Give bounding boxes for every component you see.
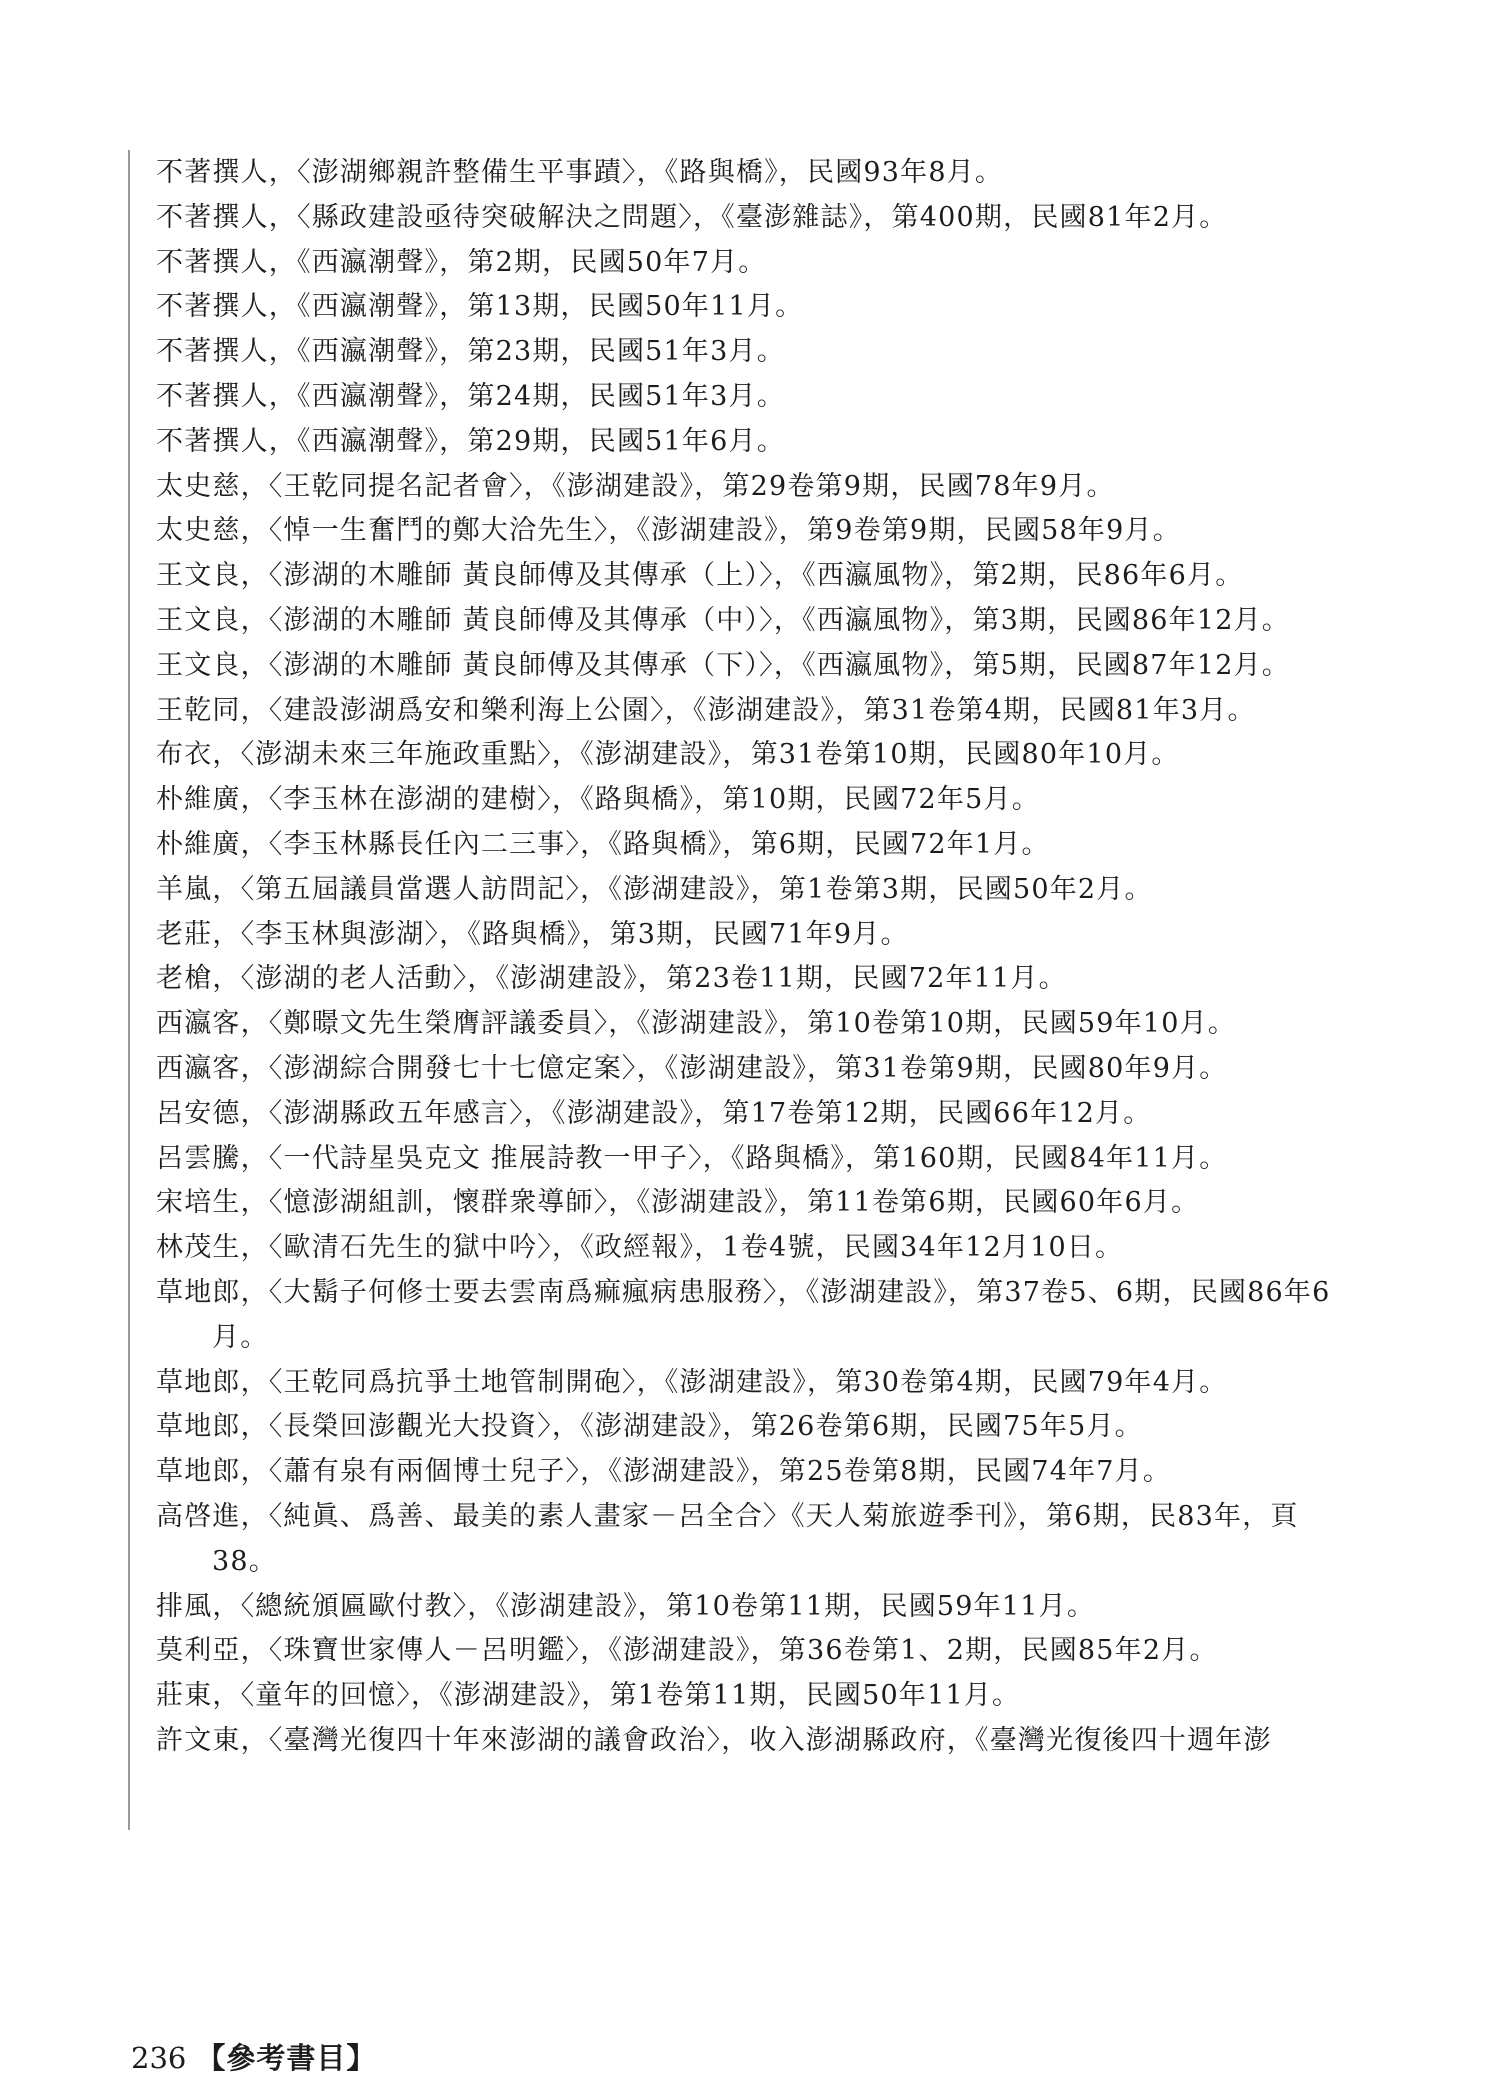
bibliography-entry: 王文良，〈澎湖的木雕師 黃良師傅及其傳承（下）〉，《西瀛風物》，第5期，民國87年12月。 (156, 649, 1290, 681)
page-number: 236 (131, 2041, 187, 2075)
bibliography-entry: 太史慈，〈王乾同提名記者會〉，《澎湖建設》，第29卷第9期，民國78年9月。 (156, 470, 1115, 502)
bibliography-entry: 不著撰人，《西瀛潮聲》，第2期，民國50年7月。 (156, 246, 767, 278)
bibliography-entry: 高啓進，〈純眞、爲善、最美的素人畫家－呂全合〉《天人菊旅遊季刊》，第6期，民83年，頁38。 (156, 1500, 1299, 1577)
bibliography-entry: 草地郎，〈蕭有泉有兩個博士兒子〉，《澎湖建設》，第25卷第8期，民國74年7月。 (156, 1456, 1172, 1488)
bibliography-entry: 草地郎，〈大鬍子何修士要去雲南爲痲瘋病患服務〉，《澎湖建設》，第37卷5、6期，民國86年6月。 (156, 1276, 1331, 1353)
bibliography-entry: 不著撰人，〈澎湖鄉親許整備生平事蹟〉，《路與橋》，民國93年8月。 (156, 157, 1004, 188)
bibliography-entry: 不著撰人，《西瀛潮聲》，第29期，民國51年6月。 (156, 425, 785, 457)
bibliography-entry: 莫利亞，〈珠寶世家傳人－呂明鑑〉，《澎湖建設》，第36卷第1、2期，民國85年2月。 (156, 1635, 1218, 1667)
bibliography-entry: 不著撰人，《西瀛潮聲》，第23期，民國51年3月。 (156, 336, 785, 368)
bibliography-entry: 不著撰人，《西瀛潮聲》，第24期，民國51年3月。 (156, 380, 785, 412)
bibliography-list (156, 151, 1356, 1764)
page-footer (131, 2040, 376, 2076)
bibliography-entry: 莊東，〈童年的回憶〉，《澎湖建設》，第1卷第11期，民國50年11月。 (156, 1680, 1021, 1712)
bibliography-entry: 布衣，〈澎湖未來三年施政重點〉，《澎湖建設》，第31卷第10期，民國80年10月。 (156, 739, 1180, 771)
bibliography-entry: 朴維廣，〈李玉林在澎湖的建樹〉，《路與橋》，第10期，民國72年5月。 (156, 784, 1040, 816)
bibliography-entry: 王乾同，〈建設澎湖爲安和樂利海上公園〉，《澎湖建設》，第31卷第4期，民國81年3月。 (156, 694, 1256, 726)
section-label: 【參考書目】 (196, 2041, 377, 2075)
bibliography-entry: 草地郎，〈王乾同爲抗爭土地管制開砲〉，《澎湖建設》，第30卷第4期，民國79年4月。 (156, 1366, 1228, 1398)
bibliography-entry: 宋培生，〈憶澎湖組訓，懷群衆導師〉，《澎湖建設》，第11卷第6期，民國60年6月。 (156, 1187, 1200, 1219)
bibliography-entry: 呂雲騰，〈一代詩星吳克文 推展詩教一甲子〉，《路與橋》，第160期，民國84年11月。 (156, 1142, 1228, 1174)
bibliography-entry: 西瀛客，〈澎湖綜合開發七十七億定案〉，《澎湖建設》，第31卷第9期，民國80年9月。 (156, 1052, 1228, 1084)
bibliography-entry: 朴維廣，〈李玉林縣長任內二三事〉，《路與橋》，第6期，民國72年1月。 (156, 828, 1050, 860)
bibliography-entry: 羊嵐，〈第五屆議員當選人訪問記〉，《澎湖建設》，第1卷第3期，民國50年2月。 (156, 873, 1153, 905)
bibliography-entry: 不著撰人，《西瀛潮聲》，第13期，民國50年11月。 (156, 291, 804, 323)
bibliography-entry: 排風，〈總統頒匾歐付教〉，《澎湖建設》，第10卷第11期，民國59年11月。 (156, 1590, 1096, 1622)
bibliography-entry: 老槍，〈澎湖的老人活動〉，《澎湖建設》，第23卷11期，民國72年11月。 (156, 963, 1067, 995)
bibliography-entry: 西瀛客，〈鄭暻文先生榮膺評議委員〉，《澎湖建設》，第10卷第10期，民國59年10月。 (156, 1008, 1237, 1040)
bibliography-entry: 草地郎，〈長榮回澎觀光大投資〉，《澎湖建設》，第26卷第6期，民國75年5月。 (156, 1411, 1143, 1443)
bibliography-entry: 呂安德，〈澎湖縣政五年感言〉，《澎湖建設》，第17卷第12期，民國66年12月。 (156, 1097, 1152, 1129)
bibliography-entry: 王文良，〈澎湖的木雕師 黃良師傅及其傳承（中）〉，《西瀛風物》，第3期，民國86年12月。 (156, 604, 1290, 636)
bibliography-entry: 林茂生，〈歐清石先生的獄中吟〉，《政經報》，1卷4號，民國34年12月10日。 (156, 1232, 1124, 1264)
bibliography-entry: 太史慈，〈悼一生奮鬥的鄭大洽先生〉，《澎湖建設》，第9卷第9期，民國58年9月。 (156, 515, 1181, 547)
bibliography-entry: 許文東，〈臺灣光復四十年來澎湖的議會政治〉，收入澎湖縣政府，《臺灣光復後四十週年澎 (156, 1724, 1272, 1756)
bibliography-entry: 不著撰人，〈縣政建設亟待突破解決之問題〉，《臺澎雜誌》，第400期，民國81年2月。 (156, 201, 1228, 233)
bibliography-entry: 老莊，〈李玉林與澎湖〉，《路與橋》，第3期，民國71年9月。 (156, 918, 909, 950)
bibliography-entry: 王文良，〈澎湖的木雕師 黃良師傅及其傳承（上）〉，《西瀛風物》，第2期，民86年6月。 (156, 560, 1244, 592)
margin-rule (128, 150, 130, 1830)
